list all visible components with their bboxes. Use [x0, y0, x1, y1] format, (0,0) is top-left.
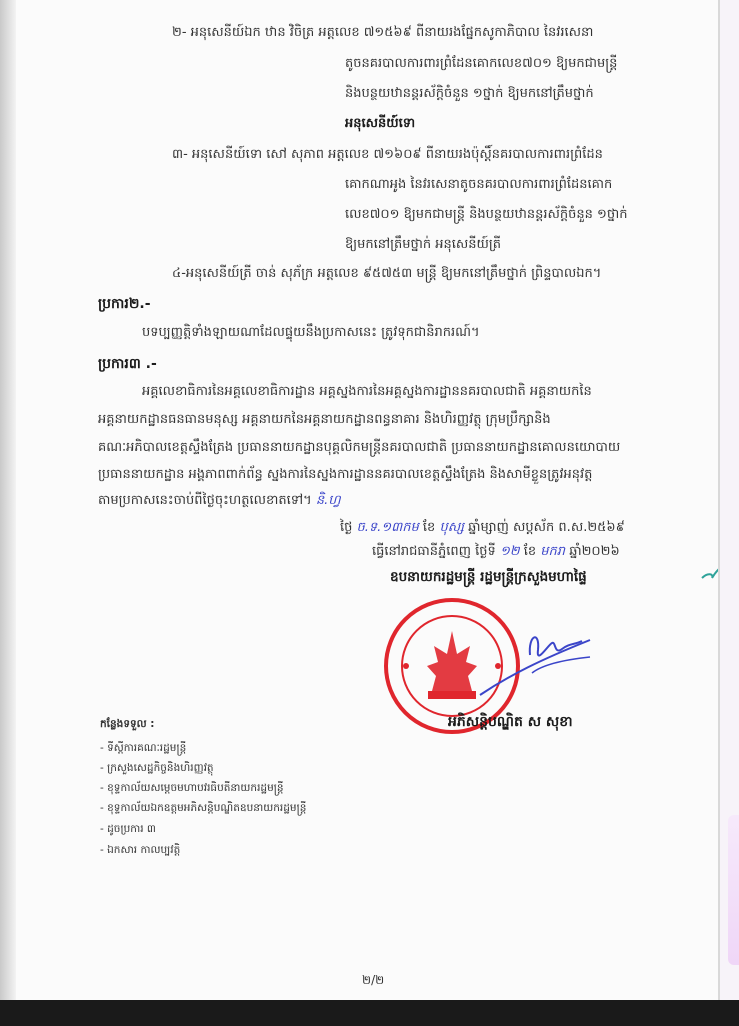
issue-date-handwritten-month: មករា — [540, 544, 566, 559]
recipients-title: កន្លែងទទួល : — [100, 718, 155, 730]
article-3-para-5-text: តាមប្រកាសនេះចាប់ពីថ្ងៃចុះហត្ថលេខាតទៅ។ — [98, 493, 312, 508]
page-left-edge — [0, 0, 16, 1000]
item-3-line-4: ឱ្យមកនៅត្រឹមថ្នាក់ អនុសេនីយ៍ត្រី — [345, 237, 502, 252]
lunar-date-handwritten-month: បុស្ស — [439, 520, 464, 535]
lunar-date-prefix: ថ្ងៃ — [340, 520, 353, 535]
page-number: ២/២ — [362, 973, 385, 987]
recipient-item: - ឯកសារ កាលប្បវត្តិ — [100, 844, 181, 856]
bottom-dark-bar — [0, 1000, 739, 1026]
item-2-line-2: តូចនគរបាលការពារព្រំដែនគោកលេខ៧០១ ឱ្យមកជាមន្ត្រី — [345, 56, 618, 71]
lunar-date-line — [340, 520, 625, 536]
issue-date-year: ឆ្នាំ២០២៦ — [569, 544, 620, 559]
signature — [470, 615, 610, 705]
signer-name: អភិសន្តិបណ្ឌិត ស សុខា — [448, 714, 573, 730]
recipient-item: - ដូចប្រការ ៣ — [100, 823, 156, 835]
item-2-line-1: ២- អនុសេនីយ៍ឯក ឋាន វិចិត្រ អត្តលេខ ៧១៥៦៩ ពីនាយរងផ្នែកសូកាភិបាល នៃវរសេនា — [172, 25, 594, 40]
article-3-para-4: ប្រធាននាយកដ្ឋាន អង្គភាពពាក់ព័ន្ធ ស្នងការនៃស្នងការដ្ឋាននគរបាលខេត្តស្ទឹងត្រែង និងសាមីខ្លួនត្រូវអនុវត្ត — [98, 467, 593, 482]
issue-date-month-label: ខែ — [523, 544, 537, 559]
background-purple-edge — [728, 815, 739, 965]
article-3-para-3: គណៈអភិបាលខេត្តស្ទឹងត្រែង ប្រធាននាយកដ្ឋានបុគ្គលិកមន្ត្រីនគរបាលជាតិ ប្រធាននាយកដ្ឋានគោលនយោបាយ — [98, 440, 621, 455]
recipient-item: - ខុទ្ទកាល័យសម្តេចមហាបវរធិបតីនាយករដ្ឋមន្ត្រី — [100, 782, 284, 794]
recipient-item: - ទីស្តីការគណៈរដ្ឋមន្ត្រី — [100, 742, 187, 754]
article-2-heading: ប្រការ២.- — [98, 296, 151, 312]
item-4-line-1: ៤-អនុសេនីយ៍ត្រី ចាន់ សុភ័ក្រ អត្តលេខ ៩៥៧៥៣ មន្ត្រី ឱ្យមកនៅត្រឹមថ្នាក់ ព្រិន្ទបាលឯក។ — [172, 266, 602, 281]
item-2-line-3: និងបន្ថយឋានន្តរស័ក្តិចំនួន ១ថ្នាក់ ឱ្យមកនៅត្រឹមថ្នាក់ — [345, 86, 594, 101]
article-3-para-5 — [98, 493, 341, 509]
signer-title: ឧបនាយករដ្ឋមន្ត្រី រដ្ឋមន្ត្រីក្រសួងមហាផ្ទៃ — [390, 569, 587, 585]
issue-date-handwritten-day: ១២ — [499, 544, 520, 559]
issue-date-line — [372, 544, 620, 560]
item-3-line-3: លេខ៧០១ ឱ្យមកជាមន្ត្រី និងបន្ថយឋានន្តរស័ក្តិចំនួន ១ថ្នាក់ — [345, 207, 628, 222]
lunar-date-month-label: ខែ — [422, 520, 436, 535]
article-3-para-1: អគ្គលេខាធិការនៃអគ្គលេខាធិការដ្ឋាន អគ្គស្នងការនៃអគ្គស្នងការដ្ឋាននគរបាលជាតិ អគ្គនាយកនៃ — [142, 384, 592, 399]
article-2-text: បទប្បញ្ញត្តិទាំងឡាយណាដែលផ្ទុយនឹងប្រកាសនេះ ត្រូវទុកជានិរាករណ៍។ — [142, 325, 480, 340]
lunar-date-suffix: ឆ្នាំម្សាញ់ សប្តស័ក ព.ស.២៥៦៩ — [468, 520, 625, 535]
recipient-item: - ក្រសួងសេដ្ឋកិច្ចនិងហិរញ្ញវត្ថុ — [100, 762, 214, 774]
item-3-line-1: ៣- អនុសេនីយ៍ទោ សៅ សុភាព អត្តលេខ ៧១៦០៩ ពីនាយរងប៉ុស្តិ៍នគរបាលការពារព្រំដែន — [172, 147, 603, 162]
green-initial-mark — [700, 560, 720, 582]
article-3-heading: ប្រការ៣ .- — [98, 356, 157, 372]
lunar-date-handwritten-day: ច.ទ.១៣កម — [356, 520, 419, 535]
item-3-line-2: គោកណាអូង នៃវរសេនាតូចនគរបាលការពារព្រំដែនគោក — [345, 177, 613, 192]
recipient-item: - ខុទ្ទកាល័យឯកឧត្តមអភិសន្តិបណ្ឌិតឧបនាយករដ្ឋមន្ត្រី — [100, 802, 307, 814]
article-3-para-2: អគ្គនាយកដ្ឋានធនធានមនុស្ស អគ្គនាយកនៃអគ្គនាយកដ្ឋានពន្ធនាគារ និងហិរញ្ញវត្ថុ ក្រុមប្រឹក្សានិង — [98, 412, 551, 427]
issue-date-prefix: ធ្វើនៅរាជធានីភ្នំពេញ ថ្ងៃទី — [372, 544, 496, 559]
handwritten-initials: និ.ហ្វ — [315, 493, 341, 508]
item-2-line-4: អនុសេនីយ៍ទោ — [345, 116, 416, 131]
